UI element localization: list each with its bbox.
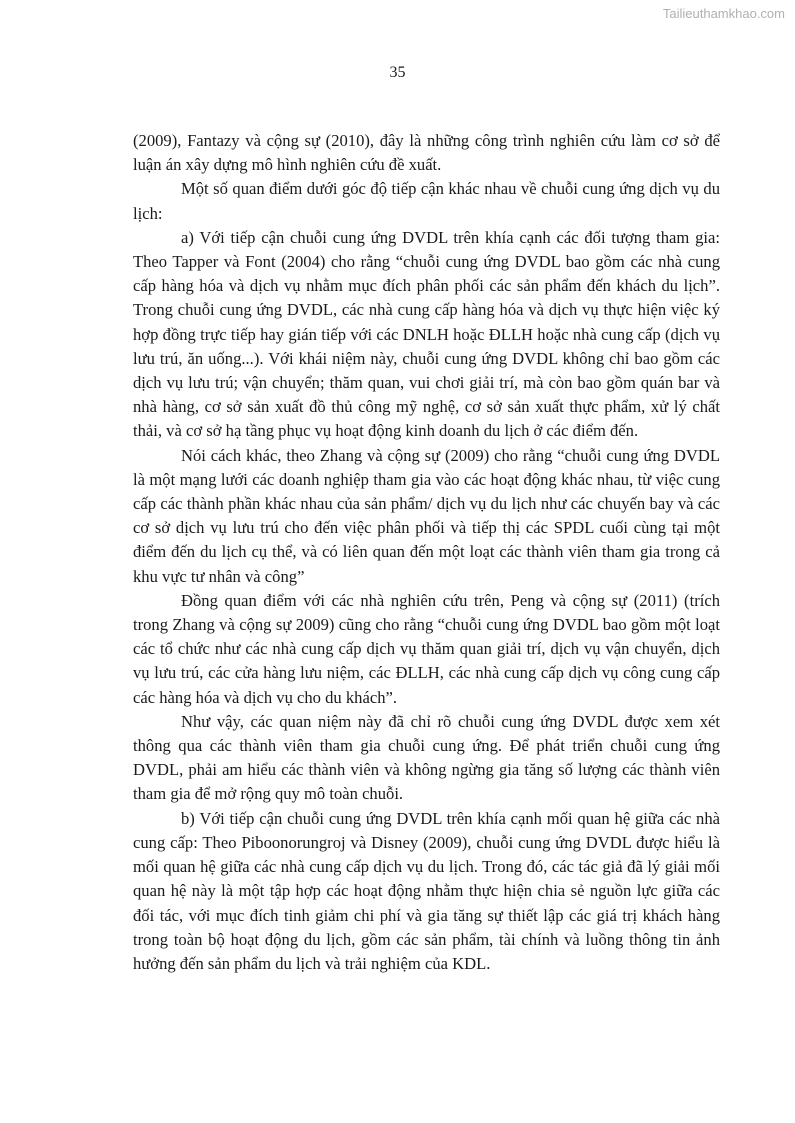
paragraph-zhang: Nói cách khác, theo Zhang và cộng sự (2009) cho rằng “chuỗi cung ứng DVDL là một mạng lưới các doanh nghiệp tham gia vào các hoạt động khác nhau, từ việc cung cấp các thành phần khác nhau của sản phẩm/ dịch vụ du lịch như các chuyến bay và các cơ sở dịch vụ lưu trú cho đến việc phân phối và tiếp thị các SPDL cuối cùng tại một điểm đến du lịch cụ thể, và có liên quan đến một loạt các thành viên tham gia trong cả khu vực tư nhân và công” [133, 445, 720, 586]
paragraph-peng: Đồng quan điểm với các nhà nghiên cứu trên, Peng và cộng sự (2011) (trích trong Zhang và cộng sự 2009) cũng cho rằng “chuỗi cung ứng DVDL bao gồm một loạt các tổ chức như các nhà cung cấp dịch vụ thăm quan giải trí, dịch vụ vận chuyển, dịch vụ lưu trú, các cửa hàng lưu niệm, các ĐLLH, các nhà cung cấp dịch vụ công cung cấp các hàng hóa và dịch vụ cho du khách”. [133, 590, 720, 707]
paragraph-summary: Như vậy, các quan niệm này đã chỉ rõ chuỗi cung ứng DVDL được xem xét thông qua các thành viên tham gia chuỗi cung ứng. Để phát triển chuỗi cung ứng DVDL, phải am hiểu các thành viên và không ngừng gia tăng số lượng các thành viên tham gia để mở rộng quy mô toàn chuỗi. [133, 711, 720, 804]
paragraph-intro: Một số quan điểm dưới góc độ tiếp cận khác nhau về chuỗi cung ứng dịch vụ du lịch: [133, 179, 720, 223]
watermark: Tailieuthamkhao.com [662, 6, 785, 21]
paragraph-approach-a: a) Với tiếp cận chuỗi cung ứng DVDL trên khía cạnh các đối tượng tham gia: Theo Tapper và Font (2004) cho rằng “chuỗi cung ứng DVDL bao gồm các nhà cung cấp hàng hóa và dịch vụ nhằm mục đích phân phối các sản phẩm đến khách du lịch”. Trong chuỗi cung ứng DVDL, các nhà cung cấp hàng hóa và dịch vụ thực hiện việc ký hợp đồng trực tiếp hay gián tiếp với các DNLH hoặc ĐLLH hoặc nhà cung cấp (dịch vụ lưu trú, ăn uống...). Với khái niệm này, chuỗi cung ứng DVDL không chỉ bao gồm các dịch vụ lưu trú; vận chuyển; thăm quan, vui chơi giải trí, mà còn bao gồm quán bar và nhà hàng, cơ sở sản xuất đồ thủ công mỹ nghệ, cơ sở sản xuất thực phẩm, xử lý chất thải, và cơ sở hạ tầng phục vụ hoạt động kinh doanh du lịch ở các điểm đến. [133, 227, 720, 441]
paragraph-continuation: (2009), Fantazy và cộng sự (2010), đây là những công trình nghiên cứu làm cơ sở để luận án xây dựng mô hình nghiên cứu đề xuất. [133, 131, 720, 175]
page-number: 35 [389, 64, 406, 81]
paragraph-approach-b: b) Với tiếp cận chuỗi cung ứng DVDL trên khía cạnh mối quan hệ giữa các nhà cung cấp: Theo Piboonorungroj và Disney (2009), chuỗi cung ứng DVDL được hiểu là mối quan hệ giữa các nhà cung cấp dịch vụ du lịch. Trong đó, các tác giả đã lý giải mối quan hệ này là một tập hợp các hoạt động nhằm thực hiện chia sẻ nguồn lực giữa các đối tác, với mục đích tinh giảm chi phí và gia tăng sự thiết lập các giá trị khách hàng trong toàn bộ hoạt động du lịch, gồm các sản phẩm, tài chính và luồng thông tin ảnh hưởng đến sản phẩm du lịch và trải nghiệm của KDL. [133, 808, 720, 973]
document-body [133, 129, 720, 976]
